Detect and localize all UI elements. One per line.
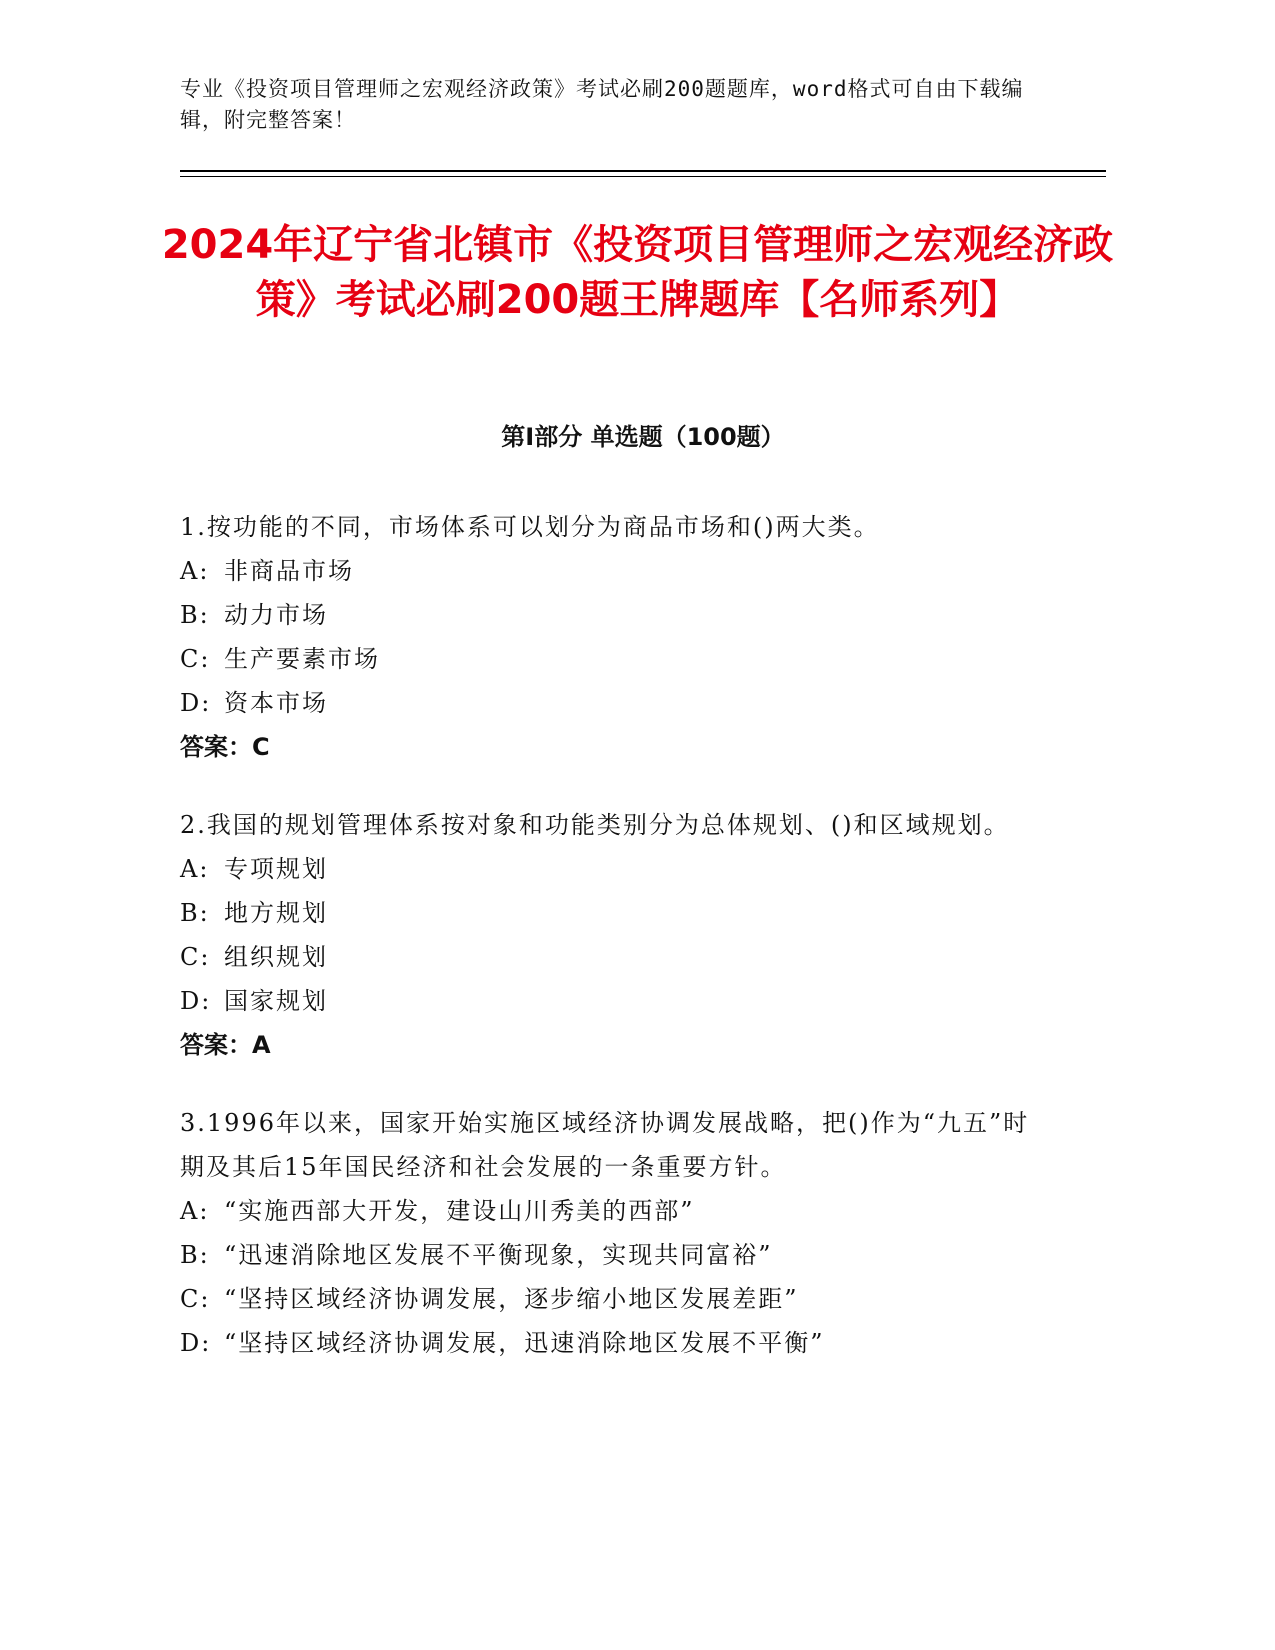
page-title: 2024年辽宁省北镇市《投资项目管理师之宏观经济政策》考试必刷200题王牌题库【名师系列】 — [161, 222, 1114, 323]
answer-line: 答案：A — [180, 1031, 271, 1059]
option-letter: B: — [180, 1241, 210, 1269]
option-d — [180, 681, 1030, 725]
option-text: 非商品市场 — [224, 557, 354, 585]
option-letter: B: — [180, 601, 210, 629]
option-a — [180, 1189, 1030, 1233]
option-c — [180, 637, 1030, 681]
option-letter: D: — [180, 689, 212, 717]
option-letter: C: — [180, 1285, 211, 1313]
header-divider-thin — [180, 176, 1106, 177]
option-text: “坚持区域经济协调发展，迅速消除地区发展不平衡” — [224, 1329, 825, 1357]
section-heading: 第I部分 单选题（100题） — [501, 423, 785, 451]
answer-line: 答案：C — [180, 733, 270, 761]
option-letter: A: — [180, 855, 210, 883]
option-text: 地方规划 — [224, 899, 328, 927]
option-text: 生产要素市场 — [224, 645, 380, 673]
option-b — [180, 891, 1030, 935]
option-letter: A: — [180, 557, 210, 585]
option-text: “迅速消除地区发展不平衡现象，实现共同富裕” — [224, 1241, 773, 1269]
question-stem: 1.按功能的不同，市场体系可以划分为商品市场和()两大类。 — [180, 513, 880, 541]
option-c — [180, 1277, 1030, 1321]
option-letter: D: — [180, 987, 212, 1015]
option-letter: C: — [180, 645, 211, 673]
header-divider-thick — [180, 170, 1106, 172]
option-d — [180, 1321, 1030, 1365]
option-text: 组织规划 — [224, 943, 328, 971]
option-text: “坚持区域经济协调发展，逐步缩小地区发展差距” — [224, 1285, 799, 1313]
option-letter: C: — [180, 943, 211, 971]
question-2 — [180, 803, 1030, 1067]
option-d — [180, 979, 1030, 1023]
question-1 — [180, 505, 1030, 769]
option-text: 资本市场 — [224, 689, 328, 717]
header-note: 专业《投资项目管理师之宏观经济政策》考试必刷200题题库，word格式可自由下载编辑，附完整答案！ — [180, 77, 1024, 132]
option-letter: B: — [180, 899, 210, 927]
question-3 — [180, 1101, 1030, 1365]
question-list — [180, 505, 1030, 1399]
option-a — [180, 847, 1030, 891]
option-b — [180, 593, 1030, 637]
option-letter: A: — [180, 1197, 210, 1225]
option-text: “实施西部大开发，建设山川秀美的西部” — [224, 1197, 695, 1225]
option-b — [180, 1233, 1030, 1277]
option-letter: D: — [180, 1329, 212, 1357]
question-stem: 2.我国的规划管理体系按对象和功能类别分为总体规划、()和区域规划。 — [180, 811, 1010, 839]
question-stem: 3.1996年以来，国家开始实施区域经济协调发展战略，把()作为“九五”时期及其后15年国民经济和社会发展的一条重要方针。 — [180, 1109, 1030, 1181]
option-a — [180, 549, 1030, 593]
option-text: 专项规划 — [224, 855, 328, 883]
option-c — [180, 935, 1030, 979]
option-text: 动力市场 — [224, 601, 328, 629]
option-text: 国家规划 — [224, 987, 328, 1015]
